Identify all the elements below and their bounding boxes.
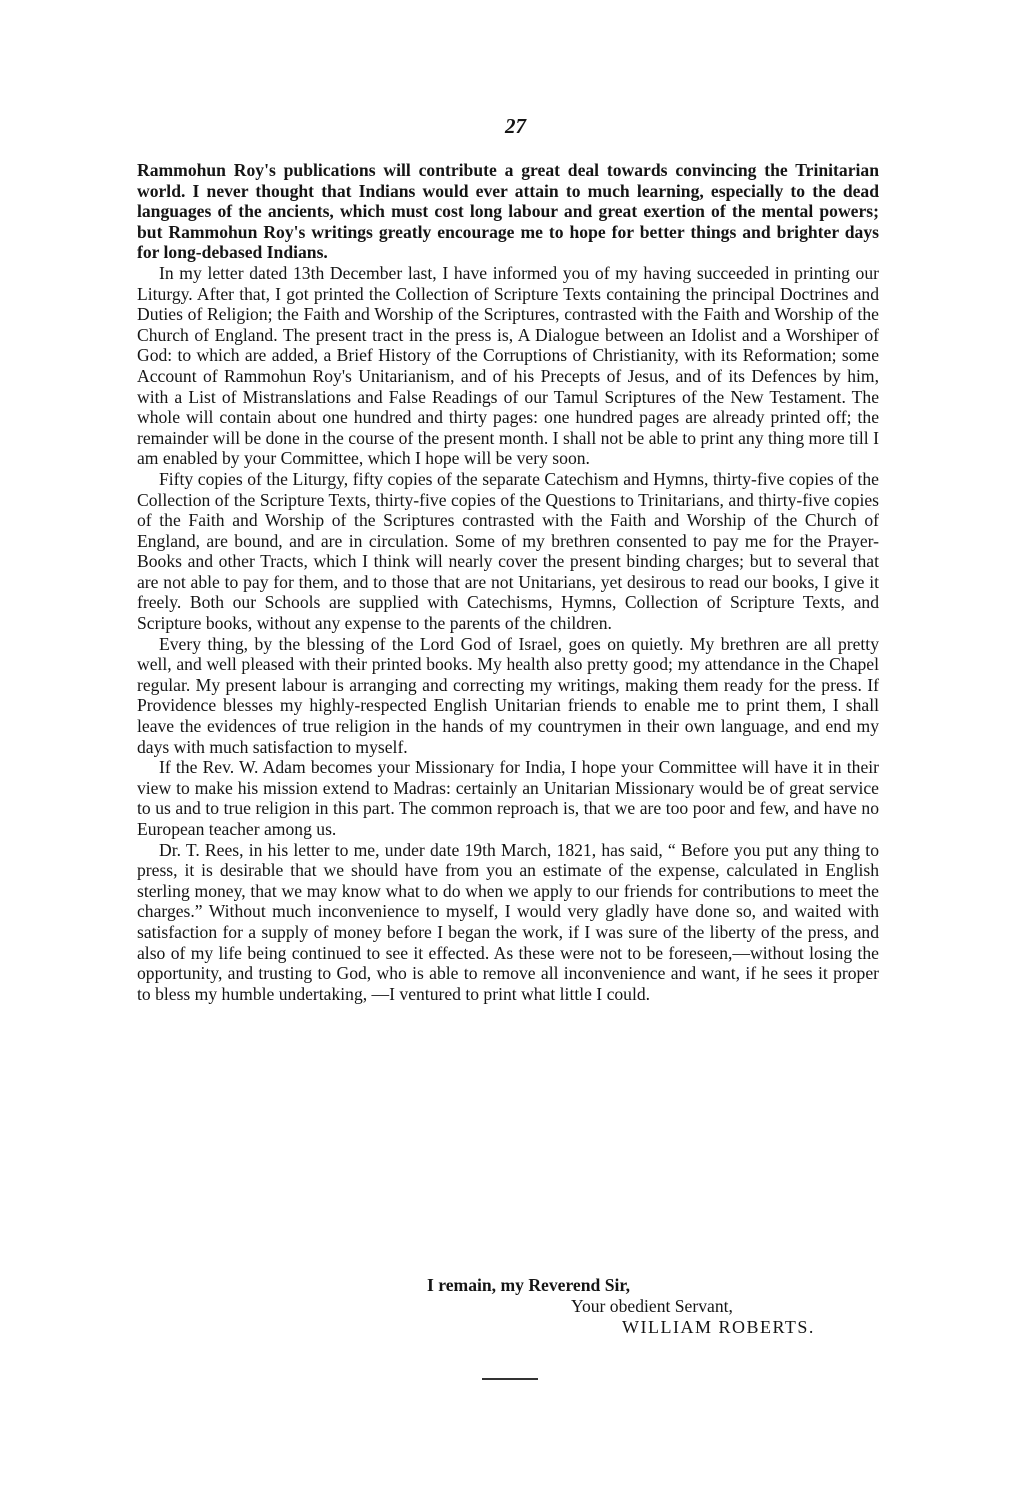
end-rule-divider: [482, 1378, 538, 1380]
paragraph-copies-circulation: Fifty copies of the Liturgy, fifty copies of the separate Catechism and Hymns, thirty-five copies of the Collection of the Scripture Texts, thirty-five copies of the Questions to Trinitarians, and thirty-five copies of the Faith and Worship of the Scriptures contrasted with the Faith and Worship of the Church of England, are bound, and are in circulation. Some of my brethren consented to pay me for the Prayer-Books and other Tracts, which I think will nearly cover the present binding charges; but to several that are not able to pay for them, and to those that are not Unitarians, yet desirous to read our books, I give it freely. Both our Schools are supplied with Catechisms, Hymns, Collection of Scripture Texts, and Scripture books, without any expense to the parents of the children.: [137, 468, 879, 634]
closing-servant: Your obedient Servant,: [571, 1296, 733, 1316]
paragraph-missionary-india: If the Rev. W. Adam becomes your Missionary for India, I hope your Committee will have it in their view to make his mission extend to Madras: certainly an Unitarian Missionary would be of great service to us and to true religion in this part. The common reproach is, that we are too poor and few, and have no European teacher among us.: [137, 757, 879, 839]
signature-name: WILLIAM ROBERTS.: [622, 1317, 815, 1337]
paragraph-every-thing-quietly: Every thing, by the blessing of the Lord God of Israel, goes on quietly. My brethren are all pretty well, and well pleased with their printed books. My health also pretty good; my attendance in the Chapel regular. My present labour is arranging and correcting my writings, making them ready for the press. If Providence blesses my highly-respected English Unitarian friends to enable me to print them, I shall leave the evidences of true religion in the hands of my countrymen in their own language, and end my days with much satisfaction to myself.: [137, 633, 879, 757]
paragraph-liturgy-printing: In my letter dated 13th December last, I have informed you of my having succeeded in printing our Liturgy. After that, I got printed the Collection of Scripture Texts containing the principal Doctrines and Duties of Religion; the Faith and Worship of the Scriptures, contrasted with the Faith and Worship of the Church of England. The present tract in the press is, A Dialogue between an Idolist and a Worshiper of God: to which are added, a Brief History of the Corruptions of Christianity, with its Reformation; some Account of Rammohun Roy's Unitarianism, and of his Precepts of Jesus, and of its Defences by him, with a List of Mistranslations and False Readings of our Tamul Scriptures of the New Testament. The whole will contain about one hundred and thirty pages: one hundred pages are already printed off; the remainder will be done in the course of the present month. I shall not be able to print any thing more till I am enabled by your Committee, which I hope will be very soon.: [137, 262, 879, 469]
paragraph-dr-rees-letter: Dr. T. Rees, in his letter to me, under date 19th March, 1821, has said, “ Before you put any thing to press, it is desirable that we should have from you an estimate of the expense, calculated in English sterling money, that we may know what to do when we apply to our friends for contributions to meet the charges.” Without much inconvenience to myself, I would very gladly have done so, and waited with satisfaction for a supply of money before I began the work, if I was sure of the liberty of the press, and also of my life being continued to see it effected. As these were not to be foreseen,—without losing the opportunity, and trusting to God, who is able to remove all inconvenience and want, if he sees it proper to bless my humble undertaking, —I ventured to print what little I could.: [137, 839, 879, 1004]
page-number: 27: [505, 114, 526, 138]
closing-salutation: I remain, my Reverend Sir,: [427, 1275, 630, 1295]
paragraph-rammohun-publications: Rammohun Roy's publications will contribute a great deal towards convincing the Trinitarian world. I never thought that Indians would ever attain to much learning, especially to the dead languages of the ancients, which must cost long labour and great exertion of the mental powers; but Rammohun Roy's writings greatly encourage me to hope for better things and brighter days for long-debased Indians.: [137, 160, 879, 263]
letter-body: [137, 160, 879, 1004]
